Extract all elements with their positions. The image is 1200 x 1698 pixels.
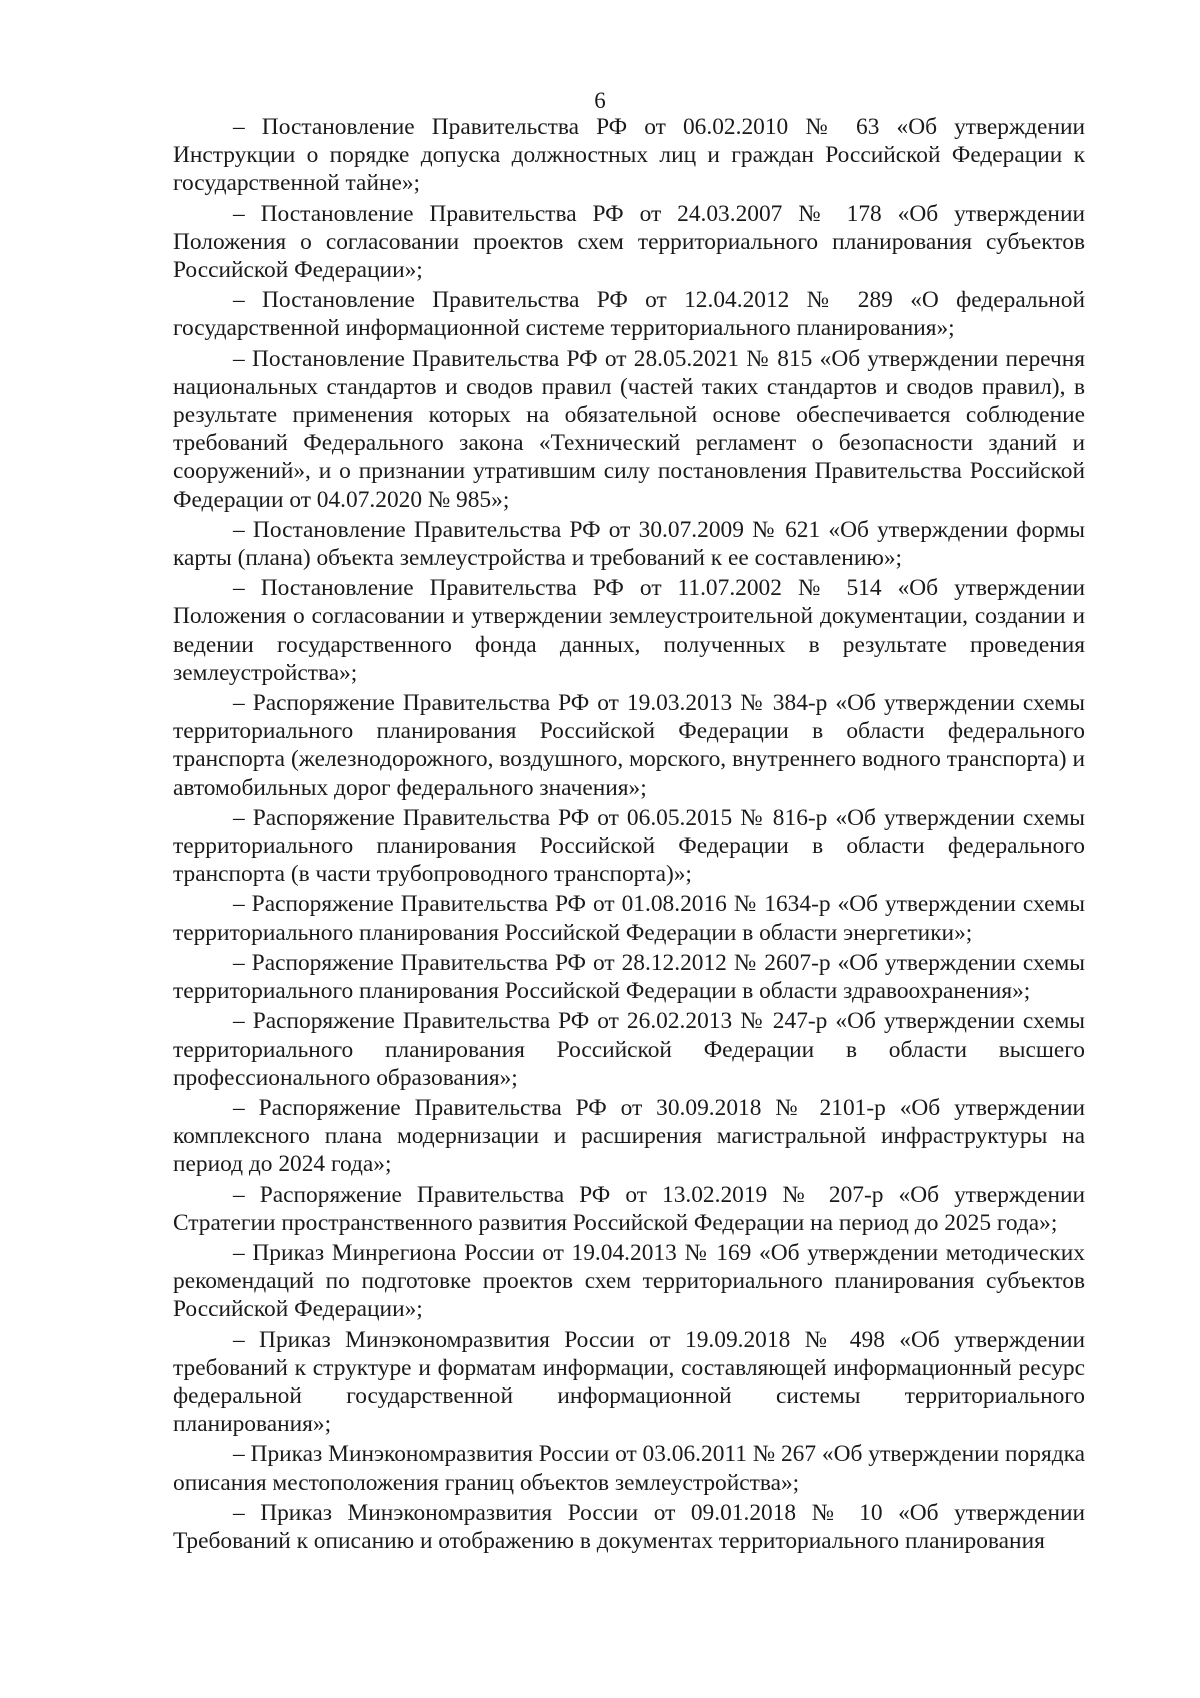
list-item: – Приказ Минэкономразвития России от 09.01.2018 № 10 «Об утверждении Требований к описанию и отображению в документах территориального планирования	[173, 1499, 1085, 1554]
document-body	[173, 113, 1085, 1557]
list-item: – Приказ Минэкономразвития России от 19.09.2018 № 498 «Об утверждении требований к структуре и форматам информации, составляющей информационный ресурс федеральной государственной информационной системы территориального планирования»;	[173, 1326, 1085, 1438]
list-item: – Постановление Правительства РФ от 24.03.2007 № 178 «Об утверждении Положения о согласовании проектов схем территориального планирования субъектов Российской Федерации»;	[173, 200, 1085, 284]
list-item: – Приказ Минэкономразвития России от 03.06.2011 № 267 «Об утверждении порядка описания местоположения границ объектов землеустройства»;	[173, 1441, 1085, 1496]
list-item: – Постановление Правительства РФ от 06.02.2010 № 63 «Об утверждении Инструкции о порядке допуска должностных лиц и граждан Российской Федерации к государственной тайне»;	[173, 114, 1085, 197]
list-item: – Распоряжение Правительства РФ от 26.02.2013 № 247-р «Об утверждении схемы территориального планирования Российской Федерации в области высшего профессионального образования»;	[173, 1008, 1085, 1091]
page-number: 6	[594, 88, 606, 113]
list-item: – Постановление Правительства РФ от 30.07.2009 № 621 «Об утверждении формы карты (плана) объекта землеустройства и требований к ее составлению»;	[173, 516, 1085, 572]
list-item: – Постановление Правительства РФ от 28.05.2021 № 815 «Об утверждении перечня национальных стандартов и сводов правил (частей таких стандартов и сводов правил), в результате применения которых на обязательной основе обеспечивается соблюдение требований Федерального закона «Технический регламент о безопасности зданий и сооружений», и о признании утратившим силу постановления Правительства Российской Федерации от 04.07.2020 № 985»;	[173, 345, 1085, 513]
list-item: – Распоряжение Правительства РФ от 28.12.2012 № 2607-р «Об утверждении схемы территориального планирования Российской Федерации в области здравоохранения»;	[173, 949, 1085, 1005]
list-item: – Распоряжение Правительства РФ от 30.09.2018 № 2101-р «Об утверждении комплексного плана модернизации и расширения магистральной инфраструктуры на период до 2024 года»;	[173, 1094, 1085, 1178]
list-item: – Распоряжение Правительства РФ от 06.05.2015 № 816-р «Об утверждении схемы территориального планирования Российской Федерации в области федерального транспорта (в части трубопроводного транспорта)»;	[173, 804, 1085, 888]
list-item: – Постановление Правительства РФ от 12.04.2012 № 289 «О федеральной государственной информационной системе территориального планирования»;	[173, 287, 1085, 342]
list-item: – Приказ Минрегиона России от 19.04.2013 № 169 «Об утверждении методических рекомендаций по подготовке проектов схем территориального планирования субъектов Российской Федерации»;	[173, 1239, 1085, 1323]
list-item: – Распоряжение Правительства РФ от 13.02.2019 № 207-р «Об утверждении Стратегии пространственного развития Российской Федерации на период до 2025 года»;	[173, 1181, 1085, 1236]
list-item: – Распоряжение Правительства РФ от 01.08.2016 № 1634-р «Об утверждении схемы территориального планирования Российской Федерации в области энергетики»;	[173, 891, 1085, 946]
list-item: – Постановление Правительства РФ от 11.07.2002 № 514 «Об утверждении Положения о согласовании и утверждении землеустроительной документации, создании и ведении государственного фонда данных, полученных в результате проведения землеустройства»;	[173, 575, 1085, 686]
list-item: – Распоряжение Правительства РФ от 19.03.2013 № 384-р «Об утверждении схемы территориального планирования Российской Федерации в области федерального транспорта (железнодорожного, воздушного, морского, внутреннего водного транспорта) и автомобильных дорог федерального значения»;	[173, 690, 1085, 801]
